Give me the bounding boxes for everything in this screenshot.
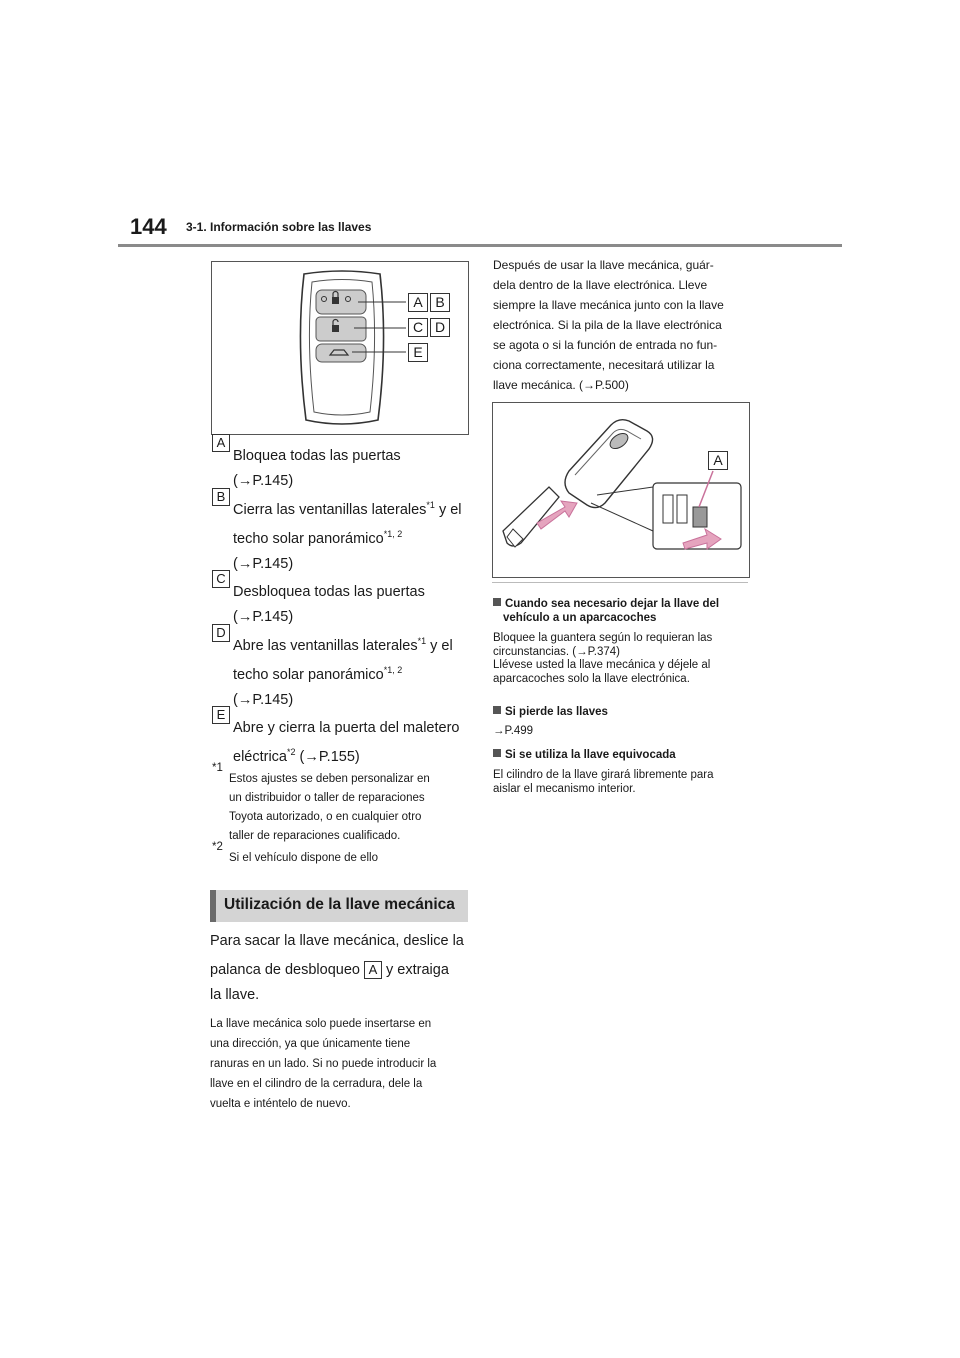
info-line: Bloquee la guantera según lo requieran las [493, 632, 713, 644]
mechanical-key-instructions [210, 929, 470, 1008]
info-heading-valet: Cuando sea necesario dejar la llave del vehículo a un aparcacoches [493, 597, 755, 625]
intro-line: siempre la llave mecánica junto con la llave [493, 298, 724, 312]
footnote-2: *2 Si el vehículo dispone de ello [212, 849, 470, 868]
item-ref: (→P.145) [233, 609, 294, 625]
right-intro [493, 255, 748, 395]
note-line: llave en el cilindro de la cerradura, dele la [210, 1078, 423, 1090]
page-number: 144 [130, 214, 167, 239]
item-ref: (→P.145) [233, 692, 294, 708]
footnote-1: *1 Estos ajustes se deben personalizar en un distribuidor o taller de reparaciones Toyota autorizado, o en cualquier otro taller de reparaciones cualificado. [212, 770, 470, 846]
note-line: ranuras en un lado. Si no puede introducir la [210, 1058, 437, 1070]
item-key: A [212, 434, 230, 452]
section-heading [210, 890, 468, 922]
footnote-line: un distribuidor o taller de reparaciones [229, 792, 425, 804]
intro-line: dela dentro de la llave electrónica. Lleve [493, 278, 708, 292]
info-text-valet [493, 632, 755, 686]
section-title: Utilización de la llave mecánica [224, 896, 455, 913]
item-key: D [212, 624, 230, 642]
item-text: Cierra las ventanillas laterales$^{*1}$ y el [233, 500, 462, 518]
info-heading-lost-keys: Si pierde las llaves [493, 705, 755, 719]
intro-line: se agota o si la función de entrada no fun- [493, 338, 718, 352]
footnote-line: Toyota autorizado, o en cualquier otro [229, 811, 422, 823]
item-ref: (→P.145) [233, 556, 294, 572]
figure-callout-a: A [408, 293, 428, 312]
mechanical-key-figure [492, 402, 750, 578]
mechanical-key-illustration [493, 403, 749, 577]
footnote-line: Estos ajustes se deben personalizar en [229, 773, 430, 785]
instruction-line: la llave. [210, 987, 260, 1003]
note-line: vuelta e inténtelo de nuevo. [210, 1098, 351, 1110]
instruction-line: Para sacar la llave mecánica, deslice la [210, 933, 464, 949]
figure-callout-a: A [708, 451, 728, 470]
figure-divider [492, 582, 748, 583]
info-text-wrong-key [493, 769, 755, 796]
list-item-c [212, 571, 474, 630]
list-item-a [212, 435, 474, 494]
figure-callout-d: D [430, 318, 450, 337]
mechanical-key-note [210, 1014, 472, 1114]
chapter-title: 3-1. Información sobre las llaves [186, 220, 372, 234]
item-text: Abre las ventanillas laterales$^{*1}$ y el [233, 636, 453, 654]
info-line: Llévese usted la llave mecánica y déjele al [493, 659, 711, 671]
footnote-line: taller de reparaciones cualificado. [229, 830, 401, 842]
header-rule [118, 244, 842, 247]
item-ref: (→P.145) [233, 473, 294, 489]
item-key: C [212, 570, 230, 588]
item-key: E [212, 706, 230, 724]
smart-key-figure [211, 261, 469, 435]
intro-line: ciona correctamente, necesitará utilizar la [493, 358, 715, 372]
footnote-line: Si el vehículo dispone de ello [229, 852, 378, 864]
note-line: una dirección, ya que únicamente tiene [210, 1038, 411, 1050]
item-text: techo solar panorámico$^{*1, 2}$ [233, 529, 403, 547]
figure-callout-e: E [408, 343, 428, 362]
item-text: techo solar panorámico$^{*1, 2}$ [233, 665, 403, 683]
instruction-line: palanca de desbloqueo A y extraiga [210, 962, 449, 978]
inline-callout-a: A [364, 961, 382, 979]
item-key: B [212, 488, 230, 506]
list-item-e [212, 707, 474, 770]
item-text: eléctrica$^{*2}$ (→P.155) [233, 747, 360, 765]
item-text: Bloquea todas las puertas [233, 448, 401, 464]
info-line: aislar el mecanismo interior. [493, 782, 636, 795]
item-text: Abre y cierra la puerta del maletero [233, 720, 460, 736]
intro-line: Después de usar la llave mecánica, guár- [493, 258, 714, 272]
item-text: Desbloquea todas las puertas [233, 584, 425, 600]
smart-key-illustration [212, 262, 468, 434]
info-line: El cilindro de la llave girará libremente para [493, 769, 714, 781]
info-line: →P.499 [493, 725, 534, 737]
figure-callout-c: C [408, 318, 428, 337]
figure-callout-b: B [430, 293, 450, 312]
list-item-b [212, 489, 474, 577]
intro-line: llave mecánica. (→P.500) [493, 378, 629, 392]
info-heading-wrong-key: Si se utiliza la llave equivocada [493, 748, 755, 762]
list-item-d [212, 625, 474, 713]
note-line: La llave mecánica solo puede insertarse en [210, 1018, 432, 1030]
info-line: aparcacoches solo la llave electrónica. [493, 672, 690, 685]
intro-line: electrónica. Si la pila de la llave electrónica [493, 318, 722, 332]
info-line: circunstancias. (→P.374) [493, 645, 620, 658]
info-text-lost-keys [493, 725, 755, 739]
